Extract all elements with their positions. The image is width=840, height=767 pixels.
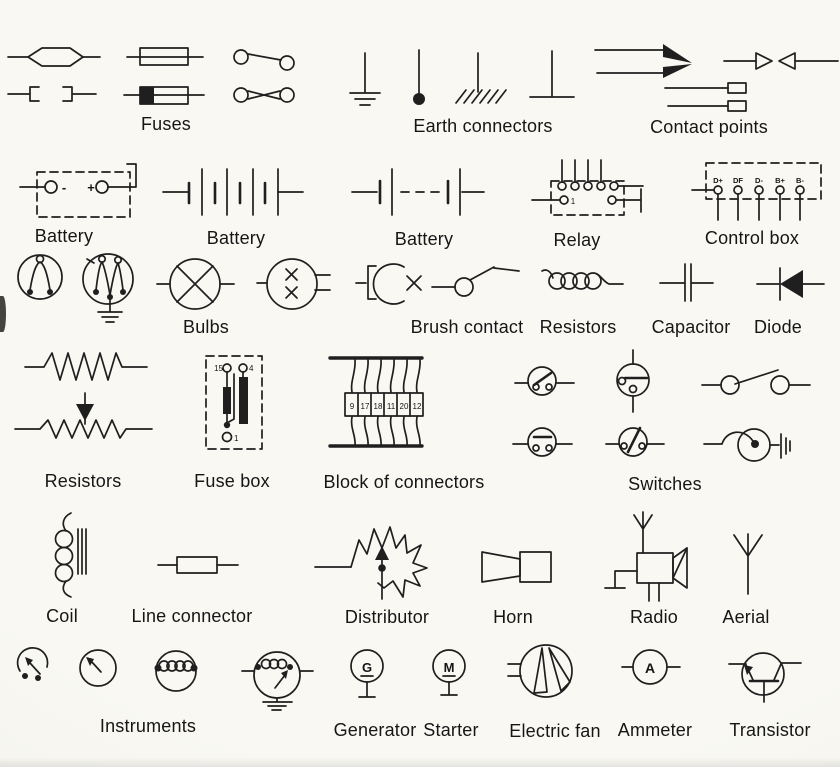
connector-cell-label: 20 xyxy=(399,402,409,411)
connector-cell-label: 18 xyxy=(373,402,383,411)
label-resistors-coil: Resistors xyxy=(539,317,617,337)
scan-smudge xyxy=(0,296,6,332)
needle-gauge-icon xyxy=(80,650,116,686)
starter-symbol xyxy=(433,650,465,695)
label-control-box: Control box xyxy=(704,228,800,248)
label-electric-fan: Electric fan xyxy=(509,721,601,741)
earth-connector-symbols xyxy=(350,50,574,105)
label-horn: Horn xyxy=(493,607,533,627)
brush-contact-symbols xyxy=(356,264,519,304)
closed-points-icon xyxy=(595,44,692,78)
label-transistor: Transistor xyxy=(729,720,811,740)
crossed-connector-fuse-icon xyxy=(234,88,294,102)
switch-slash-icon xyxy=(606,428,664,456)
earth-hatched-icon xyxy=(456,53,506,103)
connector-cell-label: 12 xyxy=(412,402,422,411)
instrument-symbols xyxy=(18,648,313,710)
generator-symbol xyxy=(351,650,383,697)
switch-four-way-icon xyxy=(617,350,649,412)
diode-symbol xyxy=(757,268,824,300)
fixed-resistor-icon xyxy=(25,353,147,380)
coil-symbol xyxy=(56,513,87,597)
hexagon-fuse-icon xyxy=(8,48,100,66)
flat-points-icon xyxy=(665,83,746,111)
resistor-zigzag-symbols xyxy=(15,353,152,438)
label-starter: Starter xyxy=(423,720,479,740)
switch-earthed-icon xyxy=(704,429,790,461)
generator-letter: G xyxy=(361,660,373,675)
earthed-gauge-icon xyxy=(242,652,313,710)
label-battery-dashed: Battery xyxy=(34,226,94,246)
fuse-box-symbol xyxy=(206,356,262,449)
aerial-symbol xyxy=(734,534,762,594)
switch-symbols xyxy=(513,350,810,461)
label-diode: Diode xyxy=(753,317,803,337)
label-earth-connectors: Earth connectors xyxy=(413,116,553,136)
label-relay: Relay xyxy=(553,230,601,250)
fuse-box-terminal-label: 4 xyxy=(249,364,254,373)
label-block-of-connectors: Block of connectors xyxy=(323,472,485,492)
brush-moving-icon xyxy=(432,267,519,296)
relay-terminal-label: 1 xyxy=(570,197,576,206)
battery-cells-symbol xyxy=(163,169,303,215)
battery-dashed-symbol xyxy=(20,164,136,217)
label-contact-points: Contact points xyxy=(650,117,768,137)
ammeter-letter: A xyxy=(644,660,656,676)
label-battery-cells: Battery xyxy=(206,228,266,248)
earth-ground-icon xyxy=(350,53,380,105)
control-box-terminal-label: D+ xyxy=(713,176,723,185)
battery-plus-label: + xyxy=(87,180,95,195)
contact-points-symbols xyxy=(595,44,838,111)
twin-filament-bulb-icon xyxy=(83,254,133,322)
line-connector-symbol xyxy=(158,557,238,573)
control-box-terminal-label: D- xyxy=(755,176,763,185)
single-filament-bulb-icon xyxy=(18,255,62,299)
radio-symbol xyxy=(605,512,687,601)
label-radio: Radio xyxy=(629,607,679,627)
cartridge-fuse-filled-icon xyxy=(124,87,204,104)
label-battery-split: Battery xyxy=(394,229,454,249)
earth-bar-icon xyxy=(530,51,574,97)
control-box-terminal-label: B+ xyxy=(775,176,785,185)
distributor-symbol xyxy=(315,527,427,599)
label-capacitor: Capacitor xyxy=(651,317,731,337)
capacitor-symbol xyxy=(660,264,713,301)
connector-cell-label: 9 xyxy=(349,402,355,411)
electric-fan-symbol xyxy=(508,645,572,697)
open-gauge-icon xyxy=(18,648,48,681)
brush-fixed-icon xyxy=(356,264,421,304)
open-points-icon xyxy=(724,53,838,69)
horn-symbol xyxy=(482,552,551,582)
scan-edge-shadow xyxy=(0,757,840,767)
battery-minus-label: - xyxy=(61,180,67,195)
control-box-terminal-label: B- xyxy=(796,176,804,185)
cartridge-fuse-icon xyxy=(127,48,203,65)
label-generator: Generator xyxy=(333,720,417,740)
control-box-terminal-label: DF xyxy=(733,176,743,185)
resistor-coil-symbol xyxy=(542,270,623,289)
control-box-symbol xyxy=(692,163,821,220)
fuse-box-terminal-label: 1 xyxy=(234,434,239,443)
earth-dot-icon xyxy=(413,50,425,105)
starter-letter: M xyxy=(443,660,455,675)
fuses-symbols xyxy=(8,48,294,104)
crossed-bulb-icon xyxy=(157,259,234,309)
block-of-connectors-symbol xyxy=(330,358,423,446)
label-switches: Switches xyxy=(628,474,702,494)
swivel-connector-fuse-icon xyxy=(234,50,294,70)
label-bulbs: Bulbs xyxy=(182,317,230,337)
ammeter-symbol xyxy=(622,650,680,684)
bulb-symbols xyxy=(18,254,330,322)
switch-knife-icon xyxy=(702,370,810,394)
label-resistors-zigzag: Resistors xyxy=(44,471,122,491)
label-fuse-box: Fuse box xyxy=(194,471,270,491)
bracket-fuse-icon xyxy=(8,87,96,101)
twin-element-bulb-icon xyxy=(257,259,330,309)
connector-cell-label: 17 xyxy=(360,402,370,411)
label-aerial: Aerial xyxy=(722,607,770,627)
label-distributor: Distributor xyxy=(344,607,430,627)
switch-open-contact-icon xyxy=(515,367,574,395)
label-ammeter: Ammeter xyxy=(617,720,693,740)
variable-resistor-icon xyxy=(15,393,152,438)
label-coil: Coil xyxy=(46,606,78,626)
relay-symbol xyxy=(532,160,643,215)
coil-gauge-icon xyxy=(155,651,198,691)
battery-split-symbol xyxy=(352,169,484,215)
label-brush-contact: Brush contact xyxy=(410,317,524,337)
connector-cell-label: 11 xyxy=(386,402,396,411)
label-instruments: Instruments xyxy=(99,716,197,736)
transistor-symbol xyxy=(729,653,801,702)
label-line-connector: Line connector xyxy=(131,606,253,626)
label-fuses: Fuses xyxy=(140,114,192,134)
fuse-box-terminal-label: 15 xyxy=(214,364,223,373)
switch-closed-contact-icon xyxy=(513,428,572,456)
